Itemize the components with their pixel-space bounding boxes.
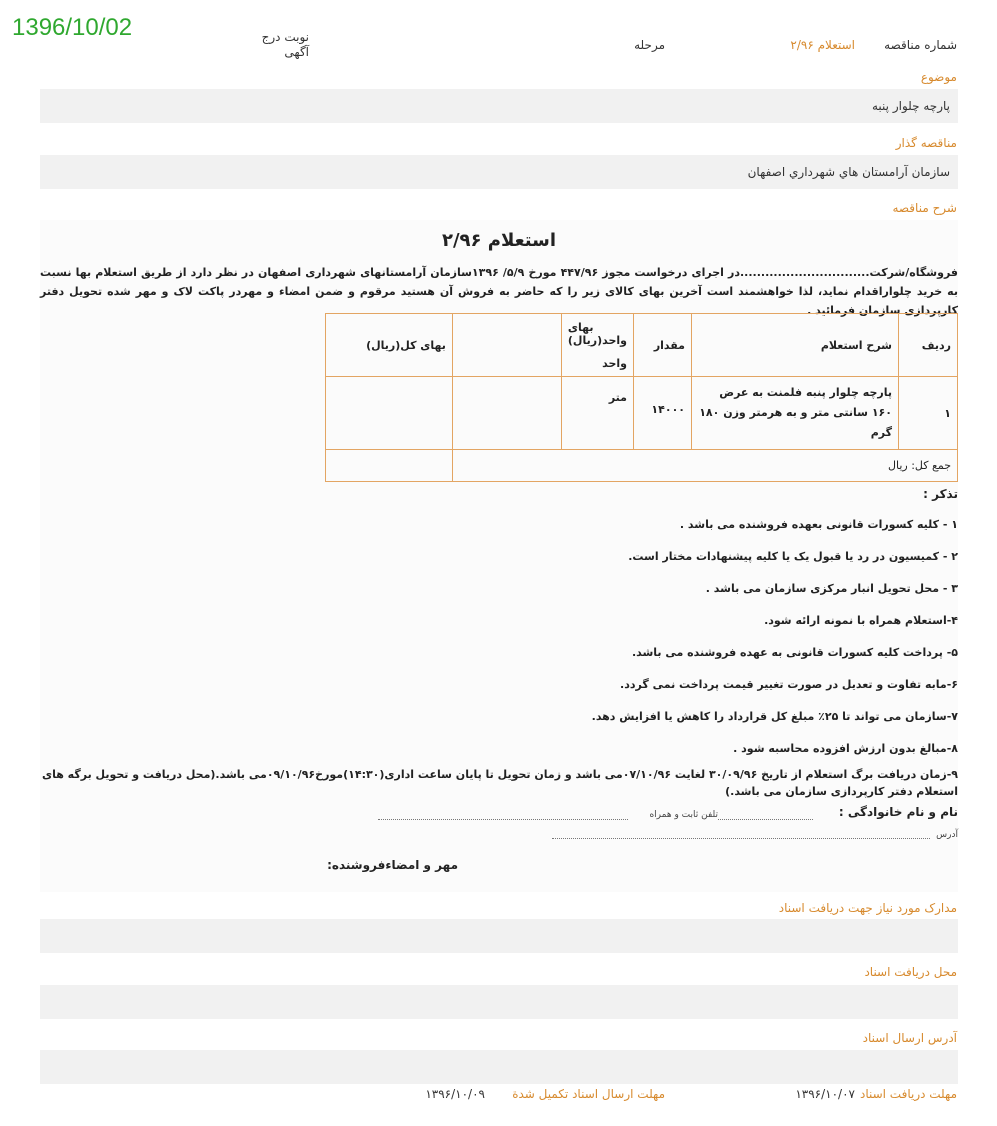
send-deadline-label: مهلت ارسال اسناد تکمیل شدة: [512, 1087, 665, 1101]
tender-number-value: استعلام ۲/۹۶: [790, 38, 855, 52]
col-unit-price-header: [452, 314, 561, 377]
send-address-label: آدرس ارسال اسناد: [862, 1031, 957, 1045]
note-item: ۸-مبالغ بدون ارزش افزوده محاسبه شود .: [733, 742, 958, 755]
note-item: ۲ - کمیسیون در رد یا قبول یک یا کلیه پیشنهادات مختار است.: [628, 550, 958, 563]
row-desc: پارچه چلوار پنبه فلمنت به عرض ۱۶۰ سانتی متر و به هرمتر وزن ۱۸۰ گرم: [692, 377, 899, 450]
table-total-row: [326, 450, 958, 482]
table-header-row: [326, 314, 958, 377]
table-row: [326, 377, 958, 450]
receive-deadline-value: ۱۳۹۶/۱۰/۰۷: [795, 1087, 855, 1101]
col-unit-price-header-fragment: بهای واحد(ریال): [567, 321, 627, 347]
documents-required-box: [40, 919, 958, 953]
name-field-dots[interactable]: [718, 819, 813, 820]
receive-place-box: [40, 985, 958, 1019]
tender-number-label: شماره مناقصه: [884, 38, 957, 52]
notes-title: تذکر :: [923, 487, 958, 501]
seal-field-label: مهر و امضاءفروشنده:: [327, 858, 458, 872]
col-unit-header-text: واحد: [602, 357, 627, 370]
note-item: ۶-مابه تفاوت و تعدیل در صورت تغییر قیمت پرداخت نمی گردد.: [620, 678, 958, 691]
total-value: [326, 450, 453, 482]
tenderer-value: سازمان آرامستان هاي شهرداري اصفهان: [747, 165, 950, 179]
row-unit-price: [452, 377, 561, 450]
stage-label: مرحله: [634, 38, 665, 52]
note-item: ۱ - کلیه کسورات قانونی بعهده فروشنده می باشد .: [679, 518, 958, 531]
name-field-label: نام و نام خانوادگی :: [838, 805, 958, 819]
note-item: ۷-سازمان می تواند تا ۲۵٪ مبلغ کل قرارداد را کاهش یا افزایش دهد.: [591, 710, 958, 723]
col-desc-header: شرح استعلام: [692, 314, 899, 377]
ad-round-line2: آگهی: [284, 45, 309, 59]
send-deadline-value: ۱۳۹۶/۱۰/۰۹: [425, 1087, 485, 1101]
phone-field-label: تلفن ثابت و همراه: [649, 810, 718, 820]
address-field-label: آدرس: [936, 830, 958, 840]
note-item: ۹-زمان دریافت برگ استعلام از تاریخ ۳۰/۰۹/۹۶ لغایت ۰۷/۱۰/۹۶می باشد و زمان تحویل تا پایان ساعت اداری(۱۴:۳۰)مورخ۰۹/۱۰/۹۶می باشد.(محل دریافت و تحویل برگه های استعلام دفتر کارپردازی سازمان می باشد.): [41, 768, 958, 798]
note-item: ۵- پرداخت کلیه کسورات قانونی به عهده فروشنده می باشد.: [631, 646, 958, 659]
description-label: شرح مناقصه: [892, 201, 957, 215]
receive-place-label: محل دریافت اسناد: [864, 965, 957, 979]
row-index: ۱: [899, 377, 958, 450]
row-qty: ۱۴۰۰۰: [634, 377, 692, 450]
description-title: استعلام ۲/۹۶: [441, 230, 557, 251]
tenderer-box: [40, 155, 958, 189]
col-unit-header: [561, 314, 633, 377]
row-unit: متر: [561, 377, 633, 450]
subject-label: موضوع: [920, 70, 957, 84]
description-content: [40, 220, 958, 892]
col-index-header: ردیف: [899, 314, 958, 377]
description-intro: فروشگاه/شرکت...............................در اجرای درخواست مجوز ۴۴۷/۹۶ مورخ ۵/۹/ ۱۳۹۶سازمان آرامستانهای شهرداری اصفهان در نظر دارد از طریق استعلام بها نسبت به خرید چلواراقدام نماید، لذا خواهشمند است آخرین بهای کالای زیر را که حاضر به فروش آن هستید مرقوم و ضمن امضاء و مهردر پاکت لاک و مهر شده تحویل دفتر کارپردازی سازمان فرمائید .: [40, 266, 958, 317]
address-field-dots[interactable]: [552, 838, 930, 839]
col-total-header: بهای کل(ریال): [326, 314, 453, 377]
ad-round-label: [262, 30, 309, 60]
documents-required-label: مدارک مورد نیاز جهت دریافت اسناد: [778, 901, 957, 915]
row-total-price: [326, 377, 453, 450]
subject-value: پارچه چلوار پنبه: [871, 99, 950, 113]
stamp-date: 1396/10/02: [12, 14, 133, 41]
ad-round-line1: نوبت درج: [261, 30, 309, 44]
send-address-box: [40, 1050, 958, 1084]
phone-field-dots[interactable]: [378, 819, 628, 820]
note-item: ۴-استعلام همراه با نمونه ارائه شود.: [764, 614, 958, 627]
col-qty-header: مقدار: [634, 314, 692, 377]
total-label: جمع کل: ریال: [452, 450, 957, 482]
items-table: [325, 313, 958, 482]
receive-deadline-label: مهلت دریافت اسناد: [859, 1087, 957, 1101]
note-item: ۳ - محل تحویل انبار مرکزی سازمان می باشد .: [705, 582, 958, 595]
tenderer-label: مناقصه گذار: [895, 136, 957, 150]
subject-box: [40, 89, 958, 123]
